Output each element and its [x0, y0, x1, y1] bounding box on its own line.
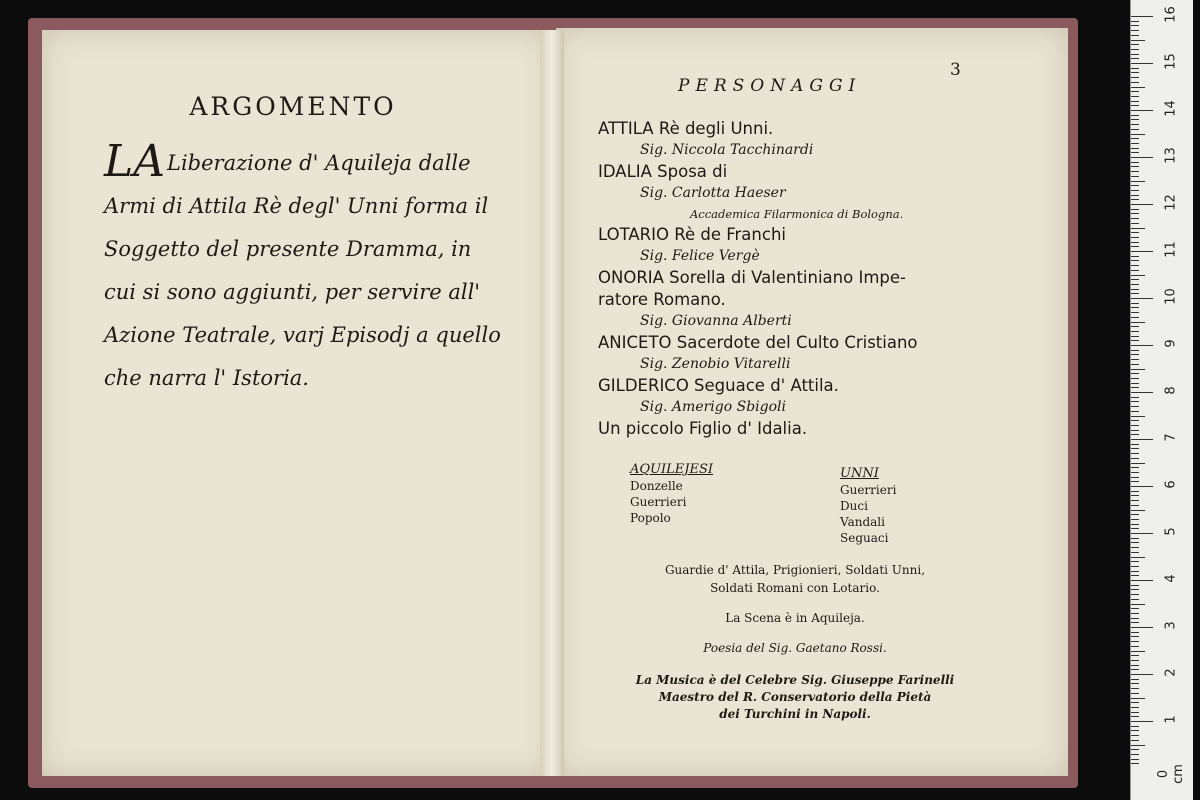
- ruler-tick: [1131, 21, 1139, 22]
- ruler-tick: [1131, 481, 1139, 482]
- cast-role: IDALIA Sposa di: [598, 162, 728, 181]
- ruler-tick: [1131, 87, 1145, 88]
- ruler-tick: [1131, 242, 1139, 243]
- ruler-tick: [1131, 698, 1145, 699]
- ruler-tick: [1131, 693, 1139, 694]
- ruler-tick: [1131, 669, 1139, 670]
- ruler-tick: [1131, 58, 1139, 59]
- ruler-tick: [1131, 416, 1145, 417]
- chorus-item: Guerrieri: [630, 495, 687, 509]
- ruler-tick: [1131, 594, 1139, 595]
- ruler-label: 6: [1163, 480, 1179, 489]
- cast-actor: Sig. Niccola Tacchinardi: [640, 142, 814, 158]
- ruler-tick: [1131, 674, 1153, 675]
- ruler-tick: [1131, 162, 1139, 163]
- ruler-tick: [1131, 712, 1139, 713]
- ruler-tick: [1131, 632, 1139, 633]
- ruler-tick: [1131, 707, 1139, 708]
- ruler-tick: [1131, 716, 1139, 717]
- ruler-tick: [1131, 533, 1153, 534]
- ruler-tick: [1131, 326, 1139, 327]
- ruler-tick: [1131, 322, 1145, 323]
- ruler-tick: [1131, 129, 1139, 130]
- ruler-tick: [1131, 101, 1139, 102]
- cast-actor: Sig. Zenobio Vitarelli: [640, 356, 791, 372]
- ruler-tick: [1131, 115, 1139, 116]
- ruler-tick: [1131, 143, 1139, 144]
- ruler-tick: [1131, 627, 1153, 628]
- ruler-tick: [1131, 213, 1139, 214]
- chorus-item: Donzelle: [630, 479, 683, 493]
- ruler-label: 10: [1163, 288, 1179, 305]
- ruler-tick: [1131, 110, 1153, 111]
- ruler-label: 0 cm: [1156, 764, 1186, 784]
- ruler-tick: [1131, 256, 1139, 257]
- ruler-tick: [1131, 317, 1139, 318]
- ruler-tick: [1131, 585, 1139, 586]
- ruler-tick: [1131, 477, 1139, 478]
- ruler-label: 4: [1163, 574, 1179, 583]
- measuring-ruler: [1130, 0, 1193, 800]
- cast-actor: Sig. Carlotta Haeser: [640, 185, 786, 201]
- ruler-label: 9: [1163, 339, 1179, 348]
- ruler-tick: [1131, 651, 1145, 652]
- ruler-tick: [1131, 166, 1139, 167]
- ruler-tick: [1131, 495, 1139, 496]
- cast-role: LOTARIO Rè de Franchi: [598, 225, 786, 244]
- ruler-tick: [1131, 307, 1139, 308]
- ruler-tick: [1131, 505, 1139, 506]
- ruler-tick: [1131, 293, 1139, 294]
- ruler-tick: [1131, 364, 1139, 365]
- ruler-tick: [1131, 618, 1139, 619]
- ruler-label: 15: [1163, 53, 1179, 70]
- ruler-tick: [1131, 575, 1139, 576]
- ruler-tick: [1131, 270, 1139, 271]
- ruler-tick: [1131, 359, 1139, 360]
- ruler-tick: [1131, 721, 1153, 722]
- ruler-tick: [1131, 82, 1139, 83]
- ruler-tick: [1131, 641, 1139, 642]
- ruler-tick: [1131, 369, 1145, 370]
- ruler-tick: [1131, 655, 1139, 656]
- ruler-tick: [1131, 439, 1153, 440]
- ruler-tick: [1131, 204, 1153, 205]
- ruler-label: 3: [1163, 621, 1179, 630]
- ruler-tick: [1131, 176, 1139, 177]
- ruler-label: 8: [1163, 386, 1179, 395]
- ruler-tick: [1131, 683, 1139, 684]
- extras-line: Soldati Romani con Lotario.: [710, 581, 880, 595]
- ruler-tick: [1131, 406, 1139, 407]
- ruler-tick: [1131, 547, 1139, 548]
- cast-role: ONORIA Sorella di Valentiniano Impe-: [598, 268, 906, 287]
- music-line: Maestro del R. Conservatorio della Pietà: [658, 690, 932, 704]
- ruler-tick: [1131, 312, 1139, 313]
- poetry-line: Poesia del Sig. Gaetano Rossi.: [703, 641, 887, 655]
- ruler-tick: [1131, 171, 1139, 172]
- ruler-tick: [1131, 571, 1139, 572]
- ruler-label: 7: [1163, 433, 1179, 442]
- ruler-tick: [1131, 735, 1139, 736]
- argomento-text: Liberazione d' Aquileja dalle Armi di Attila Rè degl' Unni forma il Soggetto del presente Dramma, in cui si sono aggiunti, per servire all' Azione Teatrale, varj Episodj a quello che narra l' Istoria.: [104, 151, 501, 390]
- chorus-aquilejesi: [630, 462, 713, 526]
- chorus-item: Guerrieri: [840, 483, 897, 497]
- cast-actor: Sig. Giovanna Alberti: [640, 313, 792, 329]
- ruler-tick: [1131, 401, 1139, 402]
- ruler-tick: [1131, 500, 1139, 501]
- ruler-tick: [1131, 397, 1139, 398]
- ruler-tick: [1131, 444, 1139, 445]
- ruler-tick: [1131, 199, 1139, 200]
- ruler-tick: [1131, 44, 1139, 45]
- chorus-item: Vandali: [840, 515, 885, 529]
- ruler-tick: [1131, 336, 1139, 337]
- ruler-tick: [1131, 430, 1139, 431]
- ruler-tick: [1131, 688, 1139, 689]
- ruler-tick: [1131, 54, 1139, 55]
- ruler-tick: [1131, 68, 1139, 69]
- ruler-tick: [1131, 542, 1139, 543]
- ruler-tick: [1131, 49, 1139, 50]
- ruler-label: 2: [1163, 668, 1179, 677]
- extras-line: Guardie d' Attila, Prigionieri, Soldati Unni,: [664, 563, 926, 577]
- ruler-label: 14: [1163, 100, 1179, 117]
- cast-list: [598, 118, 1018, 440]
- argomento-title: ARGOMENTO: [189, 92, 397, 121]
- ruler-tick: [1131, 749, 1139, 750]
- ruler-tick: [1131, 514, 1139, 515]
- ruler-tick: [1131, 157, 1153, 158]
- ruler-tick: [1131, 298, 1153, 299]
- ruler-tick: [1131, 91, 1139, 92]
- chorus-item: Duci: [840, 499, 868, 513]
- ruler-tick: [1131, 195, 1139, 196]
- ruler-tick: [1131, 754, 1139, 755]
- ruler-tick: [1131, 434, 1139, 435]
- cast-role: ANICETO Sacerdote del Culto Cristiano: [598, 333, 918, 352]
- cast-note: Accademica Filarmonica di Bologna.: [690, 207, 904, 221]
- ruler-tick: [1131, 265, 1139, 266]
- music-line: La Musica è del Celebre Sig. Giuseppe Farinelli: [635, 673, 955, 687]
- ruler-tick: [1131, 759, 1139, 760]
- ruler-tick: [1131, 420, 1139, 421]
- ruler-tick: [1131, 524, 1139, 525]
- music-line: dei Turchini in Napoli.: [719, 707, 871, 721]
- ruler-tick: [1131, 237, 1139, 238]
- personaggi-title: PERSONAGGI: [678, 76, 862, 96]
- ruler-tick: [1131, 77, 1139, 78]
- page-number: 3: [950, 60, 961, 80]
- ruler-tick: [1131, 124, 1139, 125]
- ruler-tick: [1131, 552, 1139, 553]
- ruler-tick: [1131, 557, 1145, 558]
- scene-line: La Scena è in Aquileja.: [725, 611, 865, 625]
- ruler-tick: [1131, 608, 1139, 609]
- ruler-tick: [1131, 463, 1145, 464]
- ruler-tick: [1131, 63, 1153, 64]
- ruler-tick: [1131, 599, 1139, 600]
- ruler-tick: [1131, 284, 1139, 285]
- chorus-head: UNNI: [840, 466, 879, 481]
- ruler-tick: [1131, 119, 1139, 120]
- ruler-tick: [1131, 510, 1145, 511]
- ruler-tick: [1131, 448, 1139, 449]
- ruler-tick: [1131, 646, 1139, 647]
- ruler-tick: [1131, 387, 1139, 388]
- ruler-tick: [1131, 730, 1139, 731]
- ruler-tick: [1131, 279, 1139, 280]
- ruler-tick: [1131, 383, 1139, 384]
- ruler-tick: [1131, 580, 1153, 581]
- ruler-tick: [1131, 763, 1139, 764]
- ruler-tick: [1131, 538, 1139, 539]
- cast-actor: Sig. Felice Vergè: [640, 248, 760, 264]
- dropcap: LA: [104, 136, 165, 187]
- ruler-tick: [1131, 566, 1139, 567]
- ruler-tick: [1131, 411, 1139, 412]
- ruler-tick: [1131, 303, 1139, 304]
- ruler-tick: [1131, 138, 1139, 139]
- ruler-tick: [1131, 425, 1139, 426]
- chorus-item: Seguaci: [840, 531, 889, 545]
- chorus-item: Popolo: [630, 511, 671, 525]
- ruler-tick: [1131, 96, 1139, 97]
- ruler-tick: [1131, 289, 1139, 290]
- ruler-tick: [1131, 561, 1139, 562]
- ruler-label: 1: [1163, 715, 1179, 724]
- ruler-tick: [1131, 702, 1139, 703]
- ruler-label: 12: [1163, 194, 1179, 211]
- ruler-tick: [1131, 604, 1145, 605]
- ruler-label: 11: [1163, 241, 1179, 258]
- cast-role-continued: ratore Romano.: [598, 290, 726, 309]
- ruler-tick: [1131, 726, 1139, 727]
- ruler-tick: [1131, 486, 1153, 487]
- ruler-tick: [1131, 190, 1139, 191]
- chorus-head: AQUILEJESI: [630, 462, 714, 477]
- ruler-label: 13: [1163, 147, 1179, 164]
- ruler-tick: [1131, 528, 1139, 529]
- ruler-tick: [1131, 354, 1139, 355]
- ruler-tick: [1131, 152, 1139, 153]
- ruler-label: 16: [1163, 6, 1179, 23]
- ruler-tick: [1131, 134, 1145, 135]
- ruler-tick: [1131, 40, 1145, 41]
- cast-role: GILDERICO Seguace d' Attila.: [598, 376, 839, 395]
- ruler-tick: [1131, 665, 1139, 666]
- ruler-tick: [1131, 740, 1139, 741]
- ruler-tick: [1131, 679, 1139, 680]
- ruler-tick: [1131, 458, 1139, 459]
- cast-role: Un piccolo Figlio d' Idalia.: [598, 419, 808, 438]
- ruler-tick: [1131, 491, 1139, 492]
- ruler-tick: [1131, 105, 1139, 106]
- ruler-tick: [1131, 223, 1139, 224]
- ruler-tick: [1131, 453, 1139, 454]
- ruler-tick: [1131, 589, 1139, 590]
- ruler-tick: [1131, 472, 1139, 473]
- book-gutter: [540, 30, 564, 776]
- ruler-tick: [1131, 622, 1139, 623]
- ruler-tick: [1131, 613, 1139, 614]
- ruler-tick: [1131, 209, 1139, 210]
- ruler-tick: [1131, 181, 1145, 182]
- ruler-tick: [1131, 148, 1139, 149]
- ruler-tick: [1131, 35, 1139, 36]
- cast-role: ATTILA Rè degli Unni.: [598, 119, 774, 138]
- ruler-tick: [1131, 340, 1139, 341]
- ruler-tick: [1131, 519, 1139, 520]
- argomento-body: [104, 136, 504, 400]
- ruler-tick: [1131, 392, 1153, 393]
- chorus-unni: [840, 466, 896, 546]
- cast-actor: Sig. Amerigo Sbigoli: [640, 399, 786, 415]
- ruler-tick: [1131, 373, 1139, 374]
- ruler-tick: [1131, 30, 1139, 31]
- ruler-tick: [1131, 660, 1139, 661]
- ruler-tick: [1131, 185, 1139, 186]
- ruler-tick: [1131, 260, 1139, 261]
- ruler-tick: [1131, 16, 1153, 17]
- ruler-tick: [1131, 378, 1139, 379]
- ruler-tick: [1131, 467, 1139, 468]
- ruler-tick: [1131, 745, 1145, 746]
- ruler-tick: [1131, 228, 1145, 229]
- ruler-tick: [1131, 218, 1139, 219]
- ruler-tick: [1131, 72, 1139, 73]
- ruler-tick: [1131, 246, 1139, 247]
- ruler-tick: [1131, 25, 1139, 26]
- ruler-tick: [1131, 345, 1153, 346]
- ruler-tick: [1131, 275, 1145, 276]
- ruler-tick: [1131, 636, 1139, 637]
- ruler-tick: [1131, 331, 1139, 332]
- ruler-tick: [1131, 232, 1139, 233]
- ruler-tick: [1131, 251, 1153, 252]
- ruler-tick: [1131, 350, 1139, 351]
- ruler-label: 5: [1163, 527, 1179, 536]
